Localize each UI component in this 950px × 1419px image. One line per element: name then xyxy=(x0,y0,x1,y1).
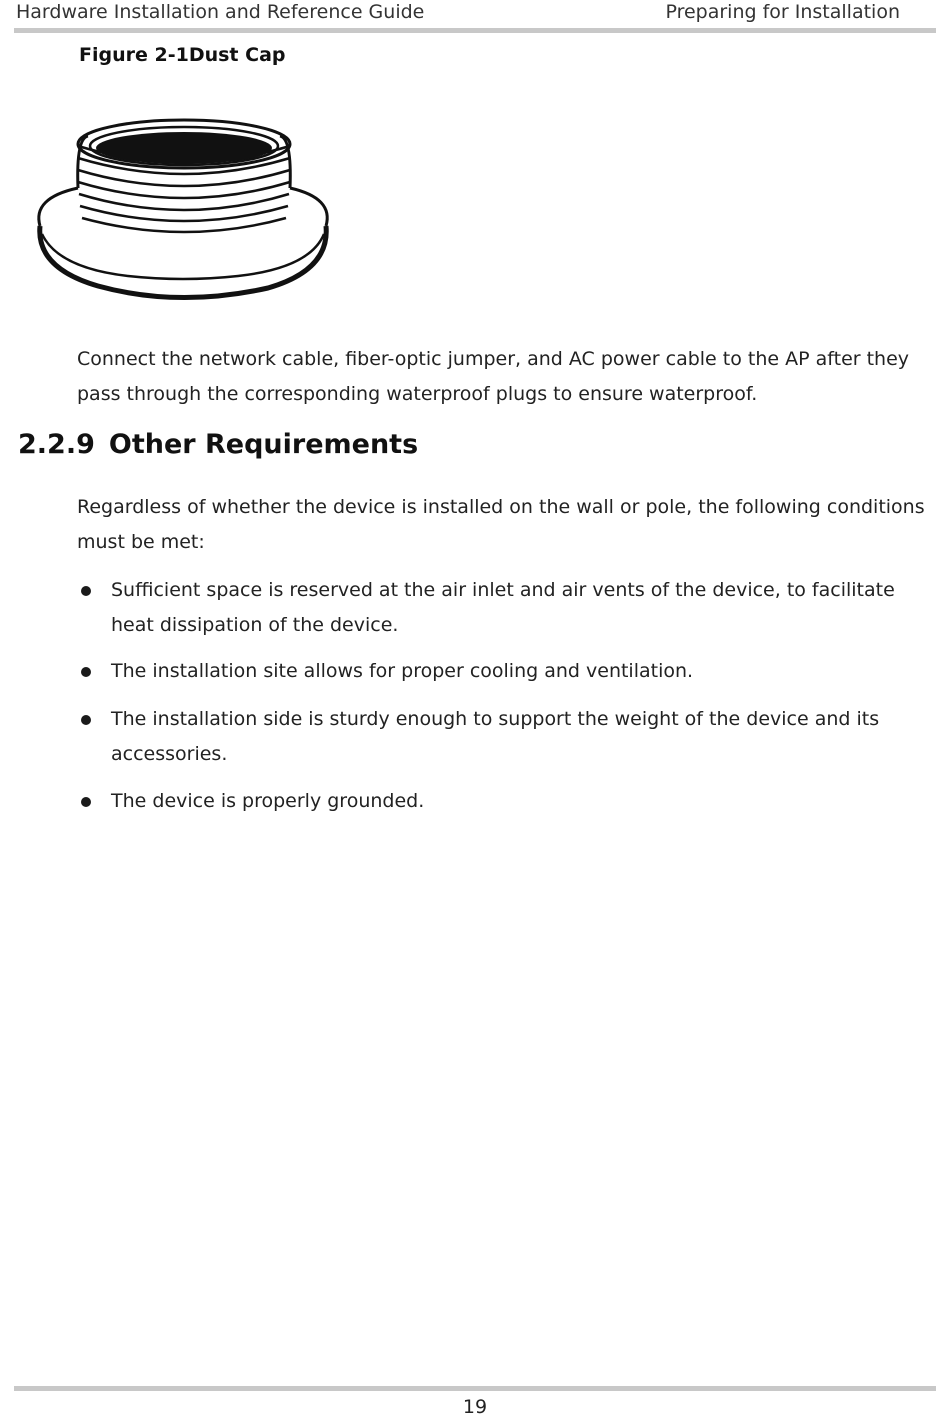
header-document-title: Hardware Installation and Reference Guide xyxy=(16,1,425,23)
figure-caption: Figure 2-1Dust Cap xyxy=(79,44,286,66)
page-number: 19 xyxy=(462,1396,488,1418)
paragraph-waterproof-connection: Connect the network cable, fiber-optic jumper, and AC power cable to the AP after they pass through the corresponding waterproof plugs to ensure waterproof. xyxy=(77,348,910,405)
bullet-icon xyxy=(81,667,91,677)
header-divider xyxy=(14,28,936,33)
section-title: Other Requirements xyxy=(108,429,419,460)
section-heading xyxy=(18,429,418,460)
bullet-icon xyxy=(81,586,91,596)
list-item-text: The installation side is sturdy enough to support the weight of the device and its accessories. xyxy=(111,708,880,765)
paragraph-conditions-intro: Regardless of whether the device is installed on the wall or pole, the following conditions must be met: xyxy=(77,496,925,553)
list-item-text: The device is properly grounded. xyxy=(111,790,425,812)
footer-divider xyxy=(14,1386,936,1391)
list-item-text: Sufficient space is reserved at the air inlet and air vents of the device, to facilitate heat dissipation of the device. xyxy=(111,579,895,636)
section-number: 2.2.9 xyxy=(18,429,95,460)
header-chapter-title: Preparing for Installation xyxy=(665,1,900,23)
bullet-icon xyxy=(81,715,91,725)
dust-cap-illustration xyxy=(28,118,338,312)
list-item-text: The installation site allows for proper cooling and ventilation. xyxy=(111,660,694,682)
bullet-icon xyxy=(81,797,91,807)
